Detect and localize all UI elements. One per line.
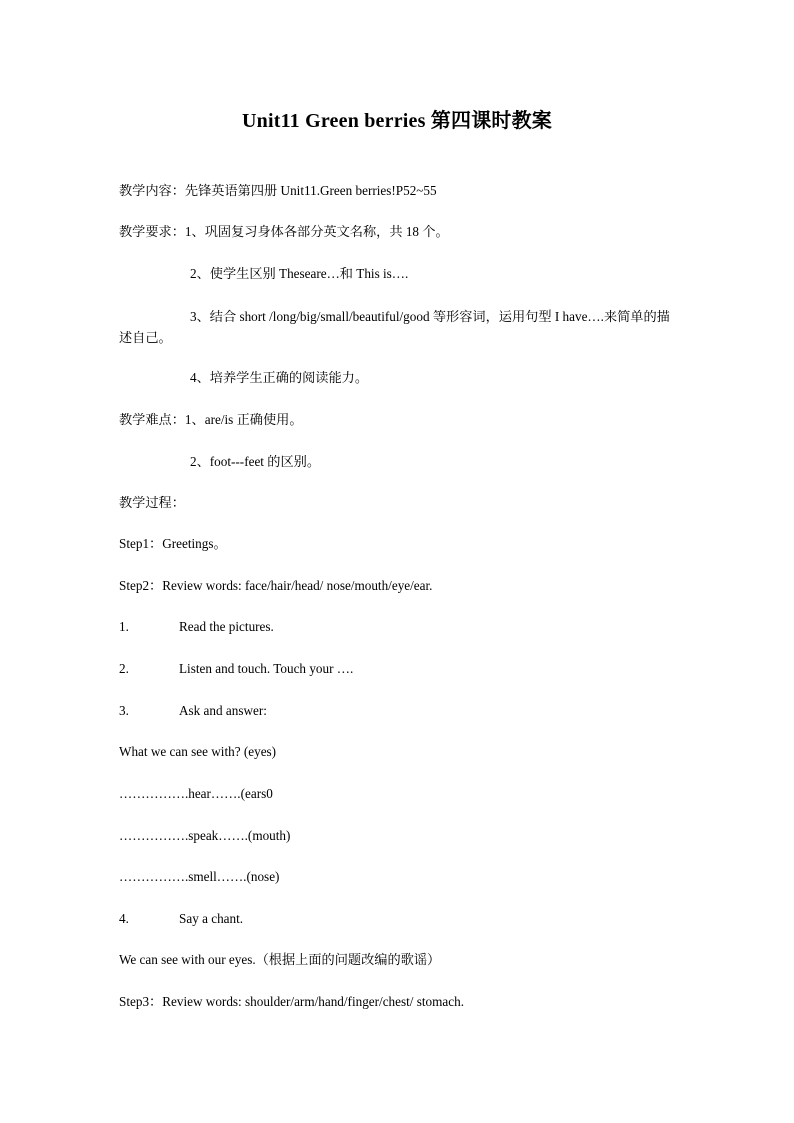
step-3: Step3：Review words: shoulder/arm/hand/finger/chest/ stomach. (119, 994, 464, 1009)
teaching-requirements-line: 教学要求：1、巩固复习身体各部分英文名称，共 18 个。 (119, 224, 449, 239)
process-heading: 教学过程： (119, 495, 185, 510)
difficulty-2: 2、foot---feet 的区别。 (190, 454, 321, 469)
list-item-number: 2. (119, 661, 129, 676)
list-item-text: Ask and answer: (179, 703, 267, 718)
list-item-text: Read the pictures. (179, 619, 274, 634)
list-item-text: Say a chant. (179, 911, 244, 926)
qa-line-3: …………….speak…….(mouth) (119, 828, 291, 843)
requirement-2: 2、使学生区别 Theseare…和 This is…. (190, 266, 409, 281)
teaching-content-line: 教学内容：先锋英语第四册 Unit11.Green berries!P52~55 (119, 183, 437, 198)
qa-line-1: What we can see with? (eyes) (119, 744, 277, 759)
document-title: Unit11 Green berries 第四课时教案 (242, 110, 552, 132)
step-1: Step1：Greetings。 (119, 536, 227, 551)
list-item-number: 4. (119, 911, 129, 926)
list-item-number: 3. (119, 703, 129, 718)
step-2: Step2：Review words: face/hair/head/ nose/mouth/eye/ear. (119, 578, 433, 593)
requirement-4: 4、培养学生正确的阅读能力。 (190, 370, 369, 385)
teaching-difficulty-line: 教学难点：1、are/is 正确使用。 (119, 412, 303, 427)
list-item-text: Listen and touch. Touch your …. (179, 661, 354, 676)
qa-line-4: …………….smell…….(nose) (119, 869, 280, 884)
chant-line: We can see with our eyes.（根据上面的问题改编的歌谣） (119, 952, 441, 967)
requirement-3: 3、结合 short /long/big/small/beautiful/good 等形容词，运用句型 I have….来简单的描述自己。 (119, 309, 670, 345)
list-item-number: 1. (119, 619, 129, 634)
qa-line-2: …………….hear…….(ears0 (119, 786, 273, 801)
